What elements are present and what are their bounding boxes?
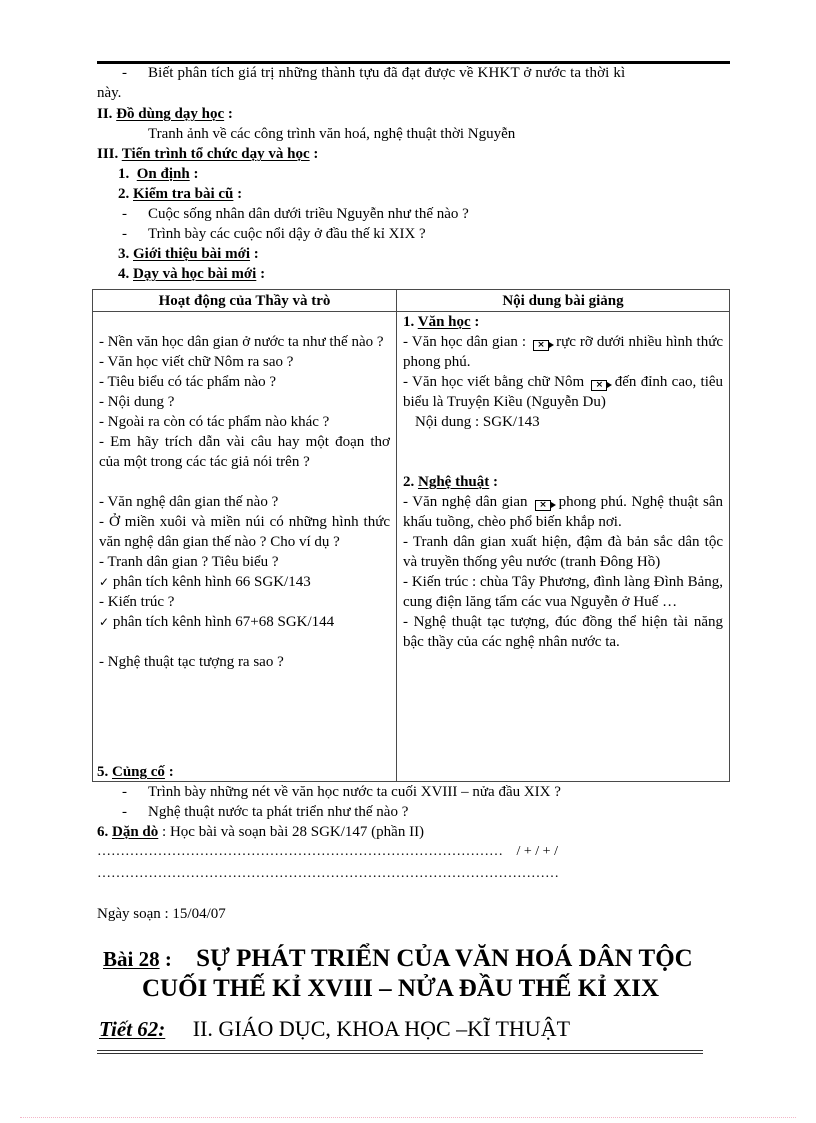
step-2: 2. Kiểm tra bài cũ : <box>118 186 243 202</box>
activity-note: ✓ phân tích kênh hình 66 SGK/143 <box>99 574 311 590</box>
homework-text: : Học bài và soạn bài 28 SGK/147 (phần II) <box>158 824 425 840</box>
lesson-label: Bài 28 <box>103 947 160 971</box>
bullet-dash: - <box>122 784 127 800</box>
lesson-table <box>92 289 730 782</box>
column-header-content: Nội dung bài giảng <box>397 290 730 312</box>
column-header-activities: Hoạt động của Thầy và trò <box>93 290 397 312</box>
bullet-dash: - <box>122 804 127 820</box>
arrow-icon: × <box>533 340 549 351</box>
step-3: 3. Giới thiệu bài mới : <box>118 246 259 262</box>
separator-marker: / + / + / <box>516 844 558 859</box>
table-row <box>93 312 730 782</box>
review-question: - Trình bày các cuộc nổi dậy ở đầu thế kỉ XIX ? <box>122 226 426 242</box>
question: - Nghệ thuật tạc tượng ra sao ? <box>99 654 284 670</box>
bullet-dash: - <box>122 206 127 222</box>
question: - Văn học viết chữ Nôm ra sao ? <box>99 354 294 370</box>
separator-line: …………………………………………………………………………… / + / + / <box>97 844 558 859</box>
content-item: - Nghệ thuật tạc tượng, đúc đồng thể hiện tài năng bậc thầy của các nghệ nhân nước ta. <box>403 614 723 650</box>
step-1: 1. On định : <box>118 166 199 182</box>
separator-line: ……………………………………………………………………………………… <box>97 866 559 881</box>
bullet-dash: - <box>122 226 127 242</box>
period-title: II. GIÁO DỤC, KHOA HỌC –KĨ THUẬT <box>192 1016 571 1041</box>
title-double-rule <box>97 1050 703 1054</box>
step-6: 6. Dặn dò : Học bài và soạn bài 28 SGK/147 (phần II) <box>97 824 425 840</box>
step-1-title: On định <box>136 166 190 182</box>
section-2-title: Đồ dùng dạy học <box>116 106 225 122</box>
content-item: - Văn nghệ dân gian × phong phú. Nghệ thuật sân khấu tuồng, chèo phổ biến khắp nơi. <box>403 494 724 530</box>
subheading-literature: 1. Văn học : <box>403 314 480 330</box>
question: - Văn nghệ dân gian thế nào ? <box>99 494 279 510</box>
question: - Ở miền xuôi và miền núi có những hình thức văn nghệ dân gian thế nào ? Cho ví dụ ? <box>99 514 390 550</box>
bullet-dash: - <box>122 65 127 81</box>
question: - Tranh dân gian ? Tiêu biểu ? <box>99 554 279 570</box>
question: - Nền văn học dân gian ở nước ta như thế nào ? <box>99 334 384 350</box>
page-margin-guide <box>20 1117 796 1118</box>
consolidation-question: - Trình bày những nét về văn học nước ta cuối XVIII – nửa đầu XIX ? <box>122 784 561 800</box>
section-2-content: Tranh ảnh về các công trình văn hoá, nghệ thuật thời Nguyễn <box>148 126 516 142</box>
content-cell <box>397 312 730 782</box>
section-2-heading: II. Đồ dùng dạy học : <box>97 106 233 122</box>
content-item: - Kiến trúc : chùa Tây Phương, đình làng Đình Bảng, cung điện lăng tẩm các vua Nguyễn ở Huế … <box>403 574 723 610</box>
question: - Nội dung ? <box>99 394 175 410</box>
step-6-title: Dặn dò <box>112 824 159 840</box>
objective-text: Biết phân tích giá trị những thành tựu đã đạt được về KHKT ở nước ta thời kì <box>148 65 626 81</box>
check-icon: ✓ <box>99 615 110 629</box>
period-heading <box>99 1015 570 1043</box>
objective-item <box>122 63 625 83</box>
objective-text-cont: này. <box>97 85 122 101</box>
lesson-title: SỰ PHÁT TRIỂN CỦA VĂN HOÁ DÂN TỘC <box>196 945 693 972</box>
review-question: - Cuộc sống nhân dân dưới triều Nguyễn như thế nào ? <box>122 206 469 222</box>
section-3-title: Tiến trình tổ chức dạy và học <box>121 146 310 162</box>
question: - Ngoài ra còn có tác phẩm nào khác ? <box>99 414 330 430</box>
arrow-icon: × <box>535 500 551 511</box>
section-3-heading: III. Tiến trình tổ chức dạy và học : <box>97 146 319 162</box>
prep-date: Ngày soạn : 15/04/07 <box>97 906 226 922</box>
period-label: Tiết 62: <box>99 1017 166 1041</box>
table-header-row <box>93 290 730 312</box>
subheading-arts: 2. Nghệ thuật : <box>403 474 499 490</box>
content-item: - Văn học viết bằng chữ Nôm × đến đỉnh cao, tiêu biểu là Truyện Kiều (Nguyễn Du) <box>403 374 724 410</box>
question: - Em hãy trích dẫn vài câu hay một đoạn thơ của một trong các tác giả nói trên ? <box>99 434 390 470</box>
step-4: 4. Dạy và học bài mới : <box>118 266 266 282</box>
activities-cell <box>93 312 397 782</box>
question: - Kiến trúc ? <box>99 594 175 610</box>
step-5-title: Củng cố <box>112 764 165 780</box>
content-item: - Văn học dân gian : × rực rỡ dưới nhiều hình thức phong phú. <box>403 334 724 370</box>
lesson-title-line-2: CUỐI THẾ KỈ XVIII – NỬA ĐẦU THẾ KỈ XIX <box>142 975 659 1002</box>
step-5: 5. Củng cố : <box>97 764 174 780</box>
activity-note: ✓ phân tích kênh hình 67+68 SGK/144 <box>99 614 335 630</box>
step-4-title: Dạy và học bài mới <box>133 266 257 282</box>
step-3-title: Giới thiệu bài mới <box>133 246 251 262</box>
check-icon: ✓ <box>99 575 110 589</box>
arrow-icon: × <box>591 380 607 391</box>
content-item: - Tranh dân gian xuất hiện, đậm đà bản sắc dân tộc và truyền thống yêu nước (tranh Đông Hồ) <box>403 534 723 570</box>
lesson-title-line-1: Bài 28 : SỰ PHÁT TRIỂN CỦA VĂN HOÁ DÂN TỘC <box>103 945 693 972</box>
consolidation-question: - Nghệ thuật nước ta phát triển như thế nào ? <box>122 804 409 820</box>
step-2-title: Kiểm tra bài cũ <box>133 186 234 202</box>
question: - Tiêu biểu có tác phẩm nào ? <box>99 374 277 390</box>
content-item: Nội dung : SGK/143 <box>415 414 540 430</box>
